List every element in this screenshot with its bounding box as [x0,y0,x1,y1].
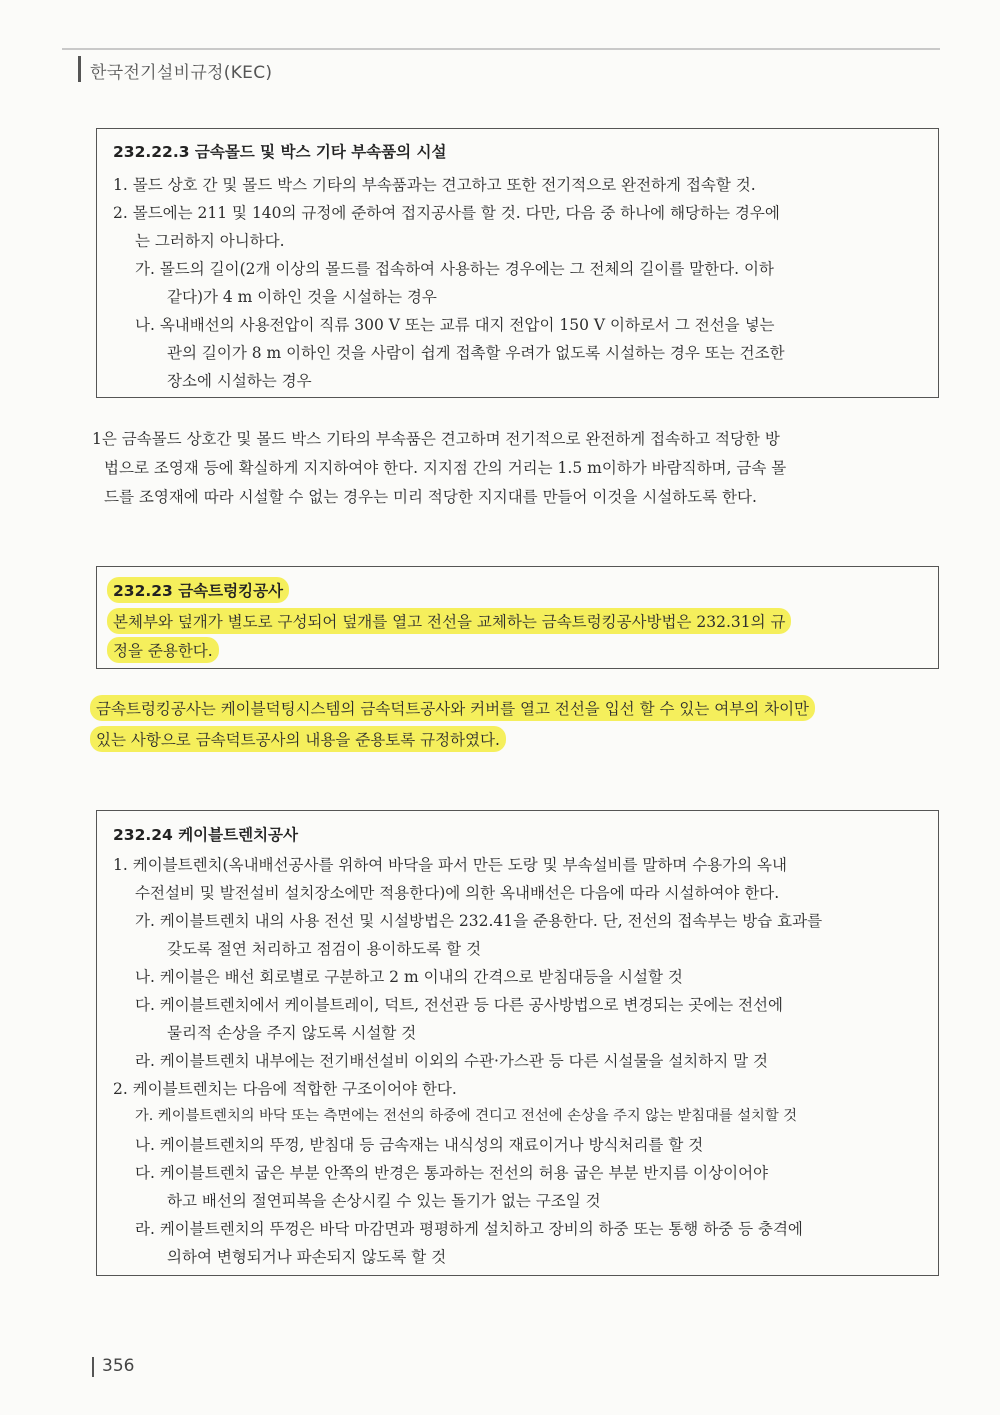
clause-line: 가. 케이블트렌치의 바닥 또는 측면에는 전선의 하중에 견디고 전선에 손상을 주지 않는 받침대를 설치할 것 [135,1108,798,1124]
section-box-232-24 [96,810,939,1276]
clause-line: 다. 케이블트렌치에서 케이블트레이, 덕트, 전선관 등 다른 공사방법으로 변경되는 곳에는 전선에 [135,996,784,1014]
section-title: 232.23 금속트렁킹공사 [107,577,289,603]
clause-line: 라. 케이블트렌치의 뚜껑은 바닥 마감면과 평평하게 설치하고 장비의 하중 또는 통행 하중 등 충격에 [135,1220,803,1238]
header-bar [78,56,81,82]
section-title: 232.22.3 금속몰드 및 박스 기타 부속품의 시설 [113,143,447,161]
clause-line: 2. 몰드에는 211 및 140의 규정에 준하여 접지공사를 할 것. 다만, 다음 중 하나에 해당하는 경우에 [113,204,780,222]
clause-line: 1. 케이블트렌치(옥내배선공사를 위하여 바닥을 파서 만든 도랑 및 부속설비를 말하며 수용가의 옥내 [113,856,787,874]
clause-line: 장소에 시설하는 경우 [167,372,312,390]
section-box-232-23 [96,566,939,669]
clause-line: 가. 케이블트렌치 내의 사용 전선 및 시설방법은 232.41을 준용한다. 단, 전선의 접속부는 방습 효과를 [135,912,823,930]
commentary-line: 드를 조영재에 따라 시설할 수 없는 경우는 미리 적당한 지지대를 만들어 이것을 시설하도록 한다. [104,488,757,506]
clause-line: 다. 케이블트렌치 굽은 부분 안쪽의 반경은 통과하는 전선의 허용 굽은 부분 반지름 이상이어야 [135,1164,769,1182]
clause-line: 물리적 손상을 주지 않도록 시설할 것 [167,1024,417,1042]
section-title: 232.24 케이블트렌치공사 [113,826,298,844]
clause-line: 나. 옥내배선의 사용전압이 직류 300 V 또는 교류 대지 전압이 150 V 이하로서 그 전선을 넣는 [135,316,775,334]
page-number: 356 [102,1356,135,1376]
clause-line: 는 그러하지 아니하다. [135,232,285,250]
clause-line: 1. 몰드 상호 간 및 몰드 박스 기타의 부속품과는 견고하고 또한 전기적으로 완전하게 접속할 것. [113,176,756,194]
clause-line: 의하여 변형되거나 파손되지 않도록 할 것 [167,1248,447,1266]
commentary-line: 있는 사항으로 금속덕트공사의 내용을 준용토록 규정하였다. [90,726,506,752]
commentary-line: 법으로 조영재 등에 확실하게 지지하여야 한다. 지지점 간의 거리는 1.5 m이하가 바람직하며, 금속 몰 [104,459,787,477]
clause-line: 2. 케이블트렌치는 다음에 적합한 구조이어야 한다. [113,1080,457,1098]
header-rule [62,48,940,50]
clause-line: 하고 배선의 절연피복을 손상시킬 수 있는 돌기가 없는 구조일 것 [167,1192,601,1210]
clause-line: 갖도록 절연 처리하고 점검이 용이하도록 할 것 [167,940,482,958]
clause-line: 가. 몰드의 길이(2개 이상의 몰드를 접속하여 사용하는 경우에는 그 전체의 길이를 말한다. 이하 [135,260,774,278]
clause-line: 본체부와 덮개가 별도로 구성되어 덮개를 열고 전선을 교체하는 금속트렁킹공사방법은 232.31의 규 [107,608,791,634]
clause-line: 정을 준용한다. [107,637,219,663]
commentary-line: 금속트렁킹공사는 케이블덕팅시스템의 금속덕트공사와 커버를 열고 전선을 입선 할 수 있는 여부의 차이만 [90,695,815,721]
footer-bar [92,1357,94,1377]
running-header: 한국전기설비규정(KEC) [90,63,273,83]
clause-line: 라. 케이블트렌치 내부에는 전기배선설비 이외의 수관·가스관 등 다른 시설물을 설치하지 말 것 [135,1052,769,1070]
clause-line: 같다)가 4 m 이하인 것을 시설하는 경우 [167,288,437,306]
clause-line: 관의 길이가 8 m 이하인 것을 사람이 쉽게 접촉할 우려가 없도록 시설하는 경우 또는 건조한 [167,344,785,362]
clause-line: 수전설비 및 발전설비 설치장소에만 적용한다)에 의한 옥내배선은 다음에 따라 시설하여야 한다. [135,884,780,902]
clause-line: 나. 케이블은 배선 회로별로 구분하고 2 m 이내의 간격으로 받침대등을 시설할 것 [135,968,683,986]
section-box-232-22-3 [96,128,939,398]
commentary-line: 1은 금속몰드 상호간 및 몰드 박스 기타의 부속품은 견고하며 전기적으로 완전하게 접속하고 적당한 방 [92,430,780,448]
clause-line: 나. 케이블트렌치의 뚜껑, 받침대 등 금속재는 내식성의 재료이거나 방식처리를 할 것 [135,1136,704,1154]
